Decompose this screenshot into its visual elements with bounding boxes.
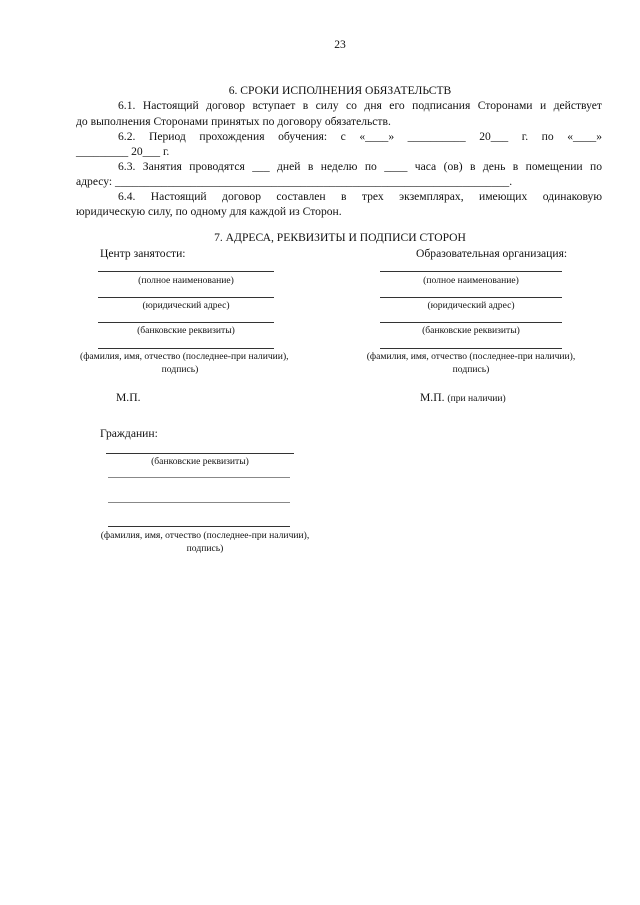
signature-line	[106, 453, 294, 454]
clause-6-2-line-1: 6.2. Период прохождения обучения: с «____» __________ 20___ г. по «____»	[118, 130, 602, 143]
educational-organization-title: Образовательная организация:	[416, 247, 568, 260]
left-legal-address-caption: (юридический адрес)	[142, 300, 230, 311]
right-full-name-caption: (полное наименование)	[423, 275, 519, 286]
signature-line	[98, 322, 274, 323]
page-number: 23	[334, 38, 346, 51]
signature-line	[380, 297, 562, 298]
clause-6-3-line-1: 6.3. Занятия проводятся ___ дней в неделю по ____ часа (ов) в день в помещении по	[118, 160, 602, 173]
clause-6-4-line-1: 6.4. Настоящий договор составлен в трех экземплярах, имеющих одинаковую	[118, 190, 602, 203]
clause-6-1-line-1: 6.1. Настоящий договор вступает в силу со дня его подписания Сторонами и действует	[118, 99, 602, 112]
signature-line	[380, 271, 562, 272]
citizen-fio-caption-line-2: подпись)	[186, 543, 224, 554]
citizen-title: Гражданин:	[100, 427, 158, 440]
right-stamp-text: М.П.	[420, 391, 445, 404]
left-bank-details-caption: (банковские реквизиты)	[137, 325, 235, 336]
clause-6-4-line-2: юридическую силу, по одному для каждой из Сторон.	[76, 205, 342, 218]
right-fio-caption-line-1: (фамилия, имя, отчество (последнее-при наличии),	[366, 351, 576, 362]
clause-6-3-line-2: адресу: ____________________________________________________________________.	[76, 175, 513, 188]
right-stamp-label	[420, 391, 506, 404]
left-stamp-label: М.П.	[116, 391, 141, 404]
left-fio-caption-line-2: подпись)	[161, 364, 199, 375]
signature-line	[108, 502, 290, 503]
signature-line	[380, 348, 562, 349]
employment-center-title: Центр занятости:	[100, 247, 186, 260]
citizen-fio-caption-line-1: (фамилия, имя, отчество (последнее-при наличии),	[100, 530, 310, 541]
right-bank-details-caption: (банковские реквизиты)	[422, 325, 520, 336]
left-full-name-caption: (полное наименование)	[138, 275, 234, 286]
clause-6-2-line-2: _________ 20___ г.	[76, 145, 170, 158]
right-fio-caption-line-2: подпись)	[452, 364, 490, 375]
signature-line	[108, 477, 290, 478]
signature-line	[98, 271, 274, 272]
right-legal-address-caption: (юридический адрес)	[427, 300, 515, 311]
citizen-bank-details-caption: (банковские реквизиты)	[151, 456, 249, 467]
clause-6-1-line-2: до выполнения Сторонами принятых по договору обязательств.	[76, 115, 391, 128]
right-stamp-note: (при наличии)	[447, 393, 506, 404]
signature-line	[108, 526, 290, 527]
section-7-heading: 7. АДРЕСА, РЕКВИЗИТЫ И ПОДПИСИ СТОРОН	[214, 231, 466, 244]
section-6-heading: 6. СРОКИ ИСПОЛНЕНИЯ ОБЯЗАТЕЛЬСТВ	[228, 84, 452, 97]
left-fio-caption-line-1: (фамилия, имя, отчество (последнее-при наличии),	[80, 351, 289, 362]
signature-line	[380, 322, 562, 323]
signature-line	[98, 348, 274, 349]
signature-line	[98, 297, 274, 298]
